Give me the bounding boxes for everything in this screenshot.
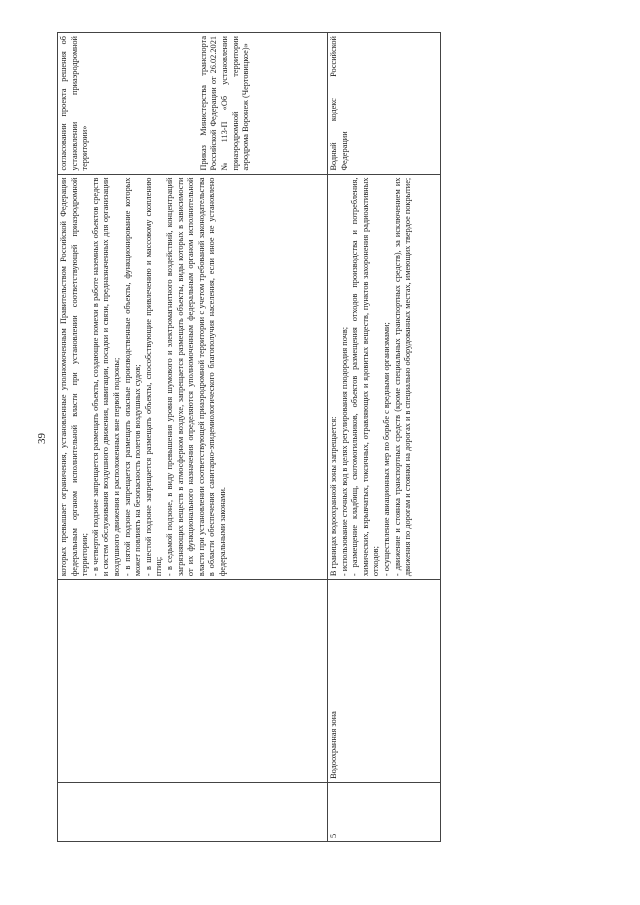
documents-cell — [58, 33, 328, 175]
page-number: 39 — [36, 433, 48, 444]
restrictions-table — [57, 32, 441, 842]
requirement-text: - осуществление авиационных мер по борьбе с вредными организмами; — [381, 322, 391, 577]
spacer — [91, 36, 199, 171]
requirement-text: - в пятой подзоне запрещается размещать опасные производственные объекты, функционирование которых может повлиять на безопасность полетов воздушных судов; — [122, 177, 143, 577]
document-text: Приказ Министерства транспорта Российской Федерации от 26.02.2021 № 113-П «Об установлении приаэродромной территории аэродрома Воронеж (Чертовицкое)» — [198, 36, 251, 171]
table-row — [58, 33, 328, 842]
requirement-text: В границах водоохранной зоны запрещается: — [329, 416, 338, 577]
document-text: согласовании проекта решения об установлении приаэродромной территории» — [59, 36, 90, 171]
zone-name-cell: Водоохранная зона — [328, 580, 441, 783]
document-text: Водный кодекс Российской Федерации — [329, 36, 349, 171]
row-number-cell: 5 — [328, 782, 441, 841]
requirement-text: - в шестой подзоне запрещается размещать объекты, способствующие привлечению и массовому скоплению птиц; — [143, 177, 164, 577]
row-number-cell — [58, 782, 328, 841]
requirements-cell — [328, 174, 441, 580]
zone-name-cell — [58, 580, 328, 783]
requirement-text: - размещение кладбищ, скотомогильников, объектов размещения отходов производства и потребления, химических, взрывчатых, токсичных, отравляющих и ядовитых веществ, пунктов захоронения радиоактивных отходов; — [350, 177, 381, 577]
requirement-text: которых превышает ограничения, установленные уполномоченным Правительством Российской Федерации федеральным органом исполнительной власти при установлении соответствующей приаэродромной территории; — [59, 177, 90, 577]
requirement-text: - в седьмой подзоне, в виду превышения уровня шумового и электромагнитного воздействий, концентраций загрязняющих веществ в атмосферном воздухе, запрещается размещать объекты, виды которых в зависимости от их функционального назначения определяются уполномоченным федеральным органом исполнительной власти при установлении соответствующей приаэродромной территории с учетом требований законодательства в области обеспечения санитарно-эпидемиологического благополучия населения, если иное не установлено федеральными законами. — [164, 177, 227, 577]
requirement-text: - движение и стоянка транспортных средств (кроме специальных транспортных средств), за исключением их движения по дорогам и стоянки на дорогах и в специально оборудованных местах, имеющих твердое покрытие; — [392, 177, 413, 577]
requirements-cell — [58, 174, 328, 580]
documents-cell — [328, 33, 441, 175]
document-table-rotated — [57, 32, 440, 842]
table-row — [328, 33, 441, 842]
requirement-text: - в четвертой подзоне запрещается размещать объекты, создающие помехи в работе наземных объектов средств и систем обслуживания воздушного движения, навигации, посадки и связи, предназначенных для организации воздушного движения и расположенных вне первой подзоны; — [90, 177, 121, 577]
requirement-text: - использование сточных вод в целях регулирования плодородия почв; — [339, 326, 349, 577]
